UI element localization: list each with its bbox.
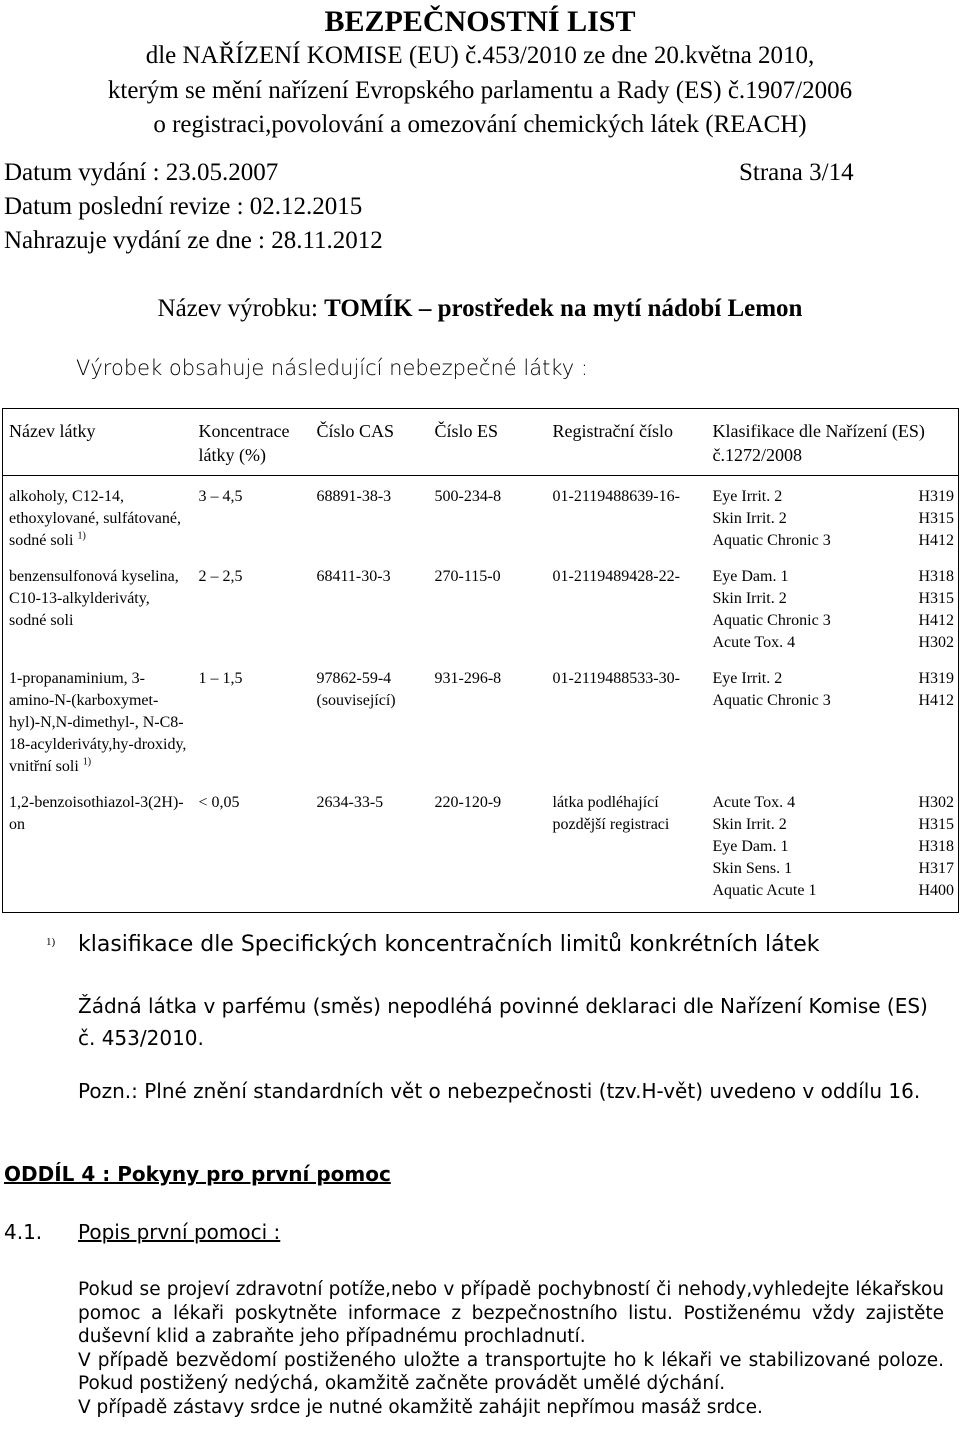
table-row [3, 664, 959, 788]
regulation-line-2: kterým se mění nařízení Evropského parlamentu a Rady (ES) č.1907/2006 [107, 77, 853, 104]
cas-number: 97862-59-4 (související) [316, 670, 396, 709]
es-number: 270-115-0 [434, 568, 501, 585]
cas-number: 68891-38-3 [316, 488, 392, 505]
footnote [46, 932, 820, 957]
hazardous-substances-table [2, 408, 959, 913]
subsection-number: 4.1. [4, 1220, 43, 1244]
issue-date: Datum vydání : 23.05.2007 [4, 159, 279, 186]
page-number: Strana 3/14 [739, 159, 854, 186]
product-title: TOMÍK – prostředek na mytí nádobí Lemon [324, 295, 803, 322]
footnote-text: klasifikace dle Specifických koncentračních limitů konkrétních látek [78, 932, 820, 957]
header-cas: Číslo CAS [311, 409, 429, 476]
first-aid-paragraph: V případě bezvědomí postiženého uložte a transportujte ho k lékaři ve stabilizované poloze. Pokud postižený nedýchá, okamžitě začněte provádět umělé dýchání. [78, 1349, 944, 1395]
first-aid-paragraph: Pokud se projeví zdravotní potíže,nebo v případě pochybností či nehody,vyhledejte lékařskou pomoc a lékaři poskytněte informace z bezpečnostního listu. Postiženému vždy zajistěte duševní klid a zabraňte jeho případnému prochladnutí. [78, 1279, 944, 1348]
header-registration: Registrační číslo [547, 409, 707, 476]
es-number: 931-296-8 [434, 670, 502, 687]
classification: Eye Dam. 1 H318 Skin Irrit. 2 H315 Aquatic Chronic 3 H412 Acute Tox. 4 H302 [712, 568, 954, 651]
section-4-title: ODDÍL 4 : Pokyny pro první pomoc [4, 1162, 391, 1186]
classification: Eye Irrit. 2 H319 Skin Irrit. 2 H315 Aquatic Chronic 3 H412 [712, 488, 954, 549]
table-row [3, 562, 959, 664]
substance-name: alkoholy, C12-14, ethoxylované, sulfátované, sodné soli $^{1)}$ [9, 488, 181, 549]
table-row [3, 788, 959, 913]
cas-number: 68411-30-3 [316, 568, 391, 585]
table-header-row [3, 409, 959, 476]
subsection-title: Popis první pomoci : [78, 1220, 281, 1244]
header-es: Číslo ES [429, 409, 547, 476]
replaces-date: Nahrazuje vydání ze dne : 28.11.2012 [4, 227, 383, 254]
classification: Acute Tox. 4 H302 Skin Irrit. 2 H315 Eye Dam. 1 H318 Skin Sens. 1 H317 Aquatic Acute 1 H400 [712, 794, 954, 899]
first-aid-paragraph: V případě zástavy srdce je nutné okamžitě zahájit nepřímou masáž srdce. [78, 1396, 763, 1418]
concentration: < 0,05 [198, 794, 240, 811]
registration-number: látka podléhající pozdější registraci [552, 794, 670, 833]
classification: Eye Irrit. 2 H319 Aquatic Chronic 3 H412 [712, 670, 954, 709]
footnote-mark: 1) [46, 936, 56, 948]
substance-name: benzensulfonová kyselina, C10-13-alkylderiváty, sodné soli [9, 568, 179, 629]
registration-number: 01-2119489428-22- [552, 568, 680, 585]
revision-date: Datum poslední revize : 02.12.2015 [4, 193, 363, 220]
regulation-line-3: o registraci,povolování a omezování chemických látek (REACH) [153, 111, 807, 138]
substance-name: 1,2-benzoisothiazol-3(2H)-on [9, 794, 184, 833]
concentration: 3 – 4,5 [198, 488, 243, 505]
header-classification: Klasifikace dle Nařízení (ES) č.1272/2008 [707, 409, 959, 476]
es-number: 220-120-9 [434, 794, 502, 811]
perfume-note: Žádná látka v parfému (směs) nepodléhá povinné deklaraci dle Nařízení Komise (ES) č. 453/2010. [78, 994, 928, 1050]
registration-number: 01-2119488533-30- [552, 670, 680, 687]
es-number: 500-234-8 [434, 488, 502, 505]
header-concentration: Koncentrace látky (%) [193, 409, 311, 476]
concentration: 1 – 1,5 [198, 670, 243, 687]
contains-intro: Výrobek obsahuje následující nebezpečné látky : [76, 356, 588, 380]
document-title: BEZPEČNOSTNÍ LIST [324, 5, 636, 38]
table-row [3, 476, 959, 563]
product-name [0, 293, 960, 325]
cas-number: 2634-33-5 [316, 794, 384, 811]
regulation-line-1: dle NAŘÍZENÍ KOMISE (EU) č.453/2010 ze dne 20.května 2010, [145, 42, 815, 69]
h-statements-note: Pozn.: Plné znění standardních vět o nebezpečnosti (tzv.H-vět) uvedeno v oddílu 16. [78, 1079, 921, 1103]
registration-number: 01-2119488639-16- [552, 488, 680, 505]
substance-name: 1-propanaminium, 3-amino-N-(karboxymet-hyl)-N,N-dimethyl-, N-C8-18-acylderiváty,hy-droxidy, vnitřní soli $^{1)}$ [9, 670, 187, 775]
concentration: 2 – 2,5 [198, 568, 243, 585]
header-name: Název látky [3, 409, 193, 476]
product-label: Název výrobku: [157, 295, 318, 322]
first-aid-text [78, 1278, 944, 1420]
